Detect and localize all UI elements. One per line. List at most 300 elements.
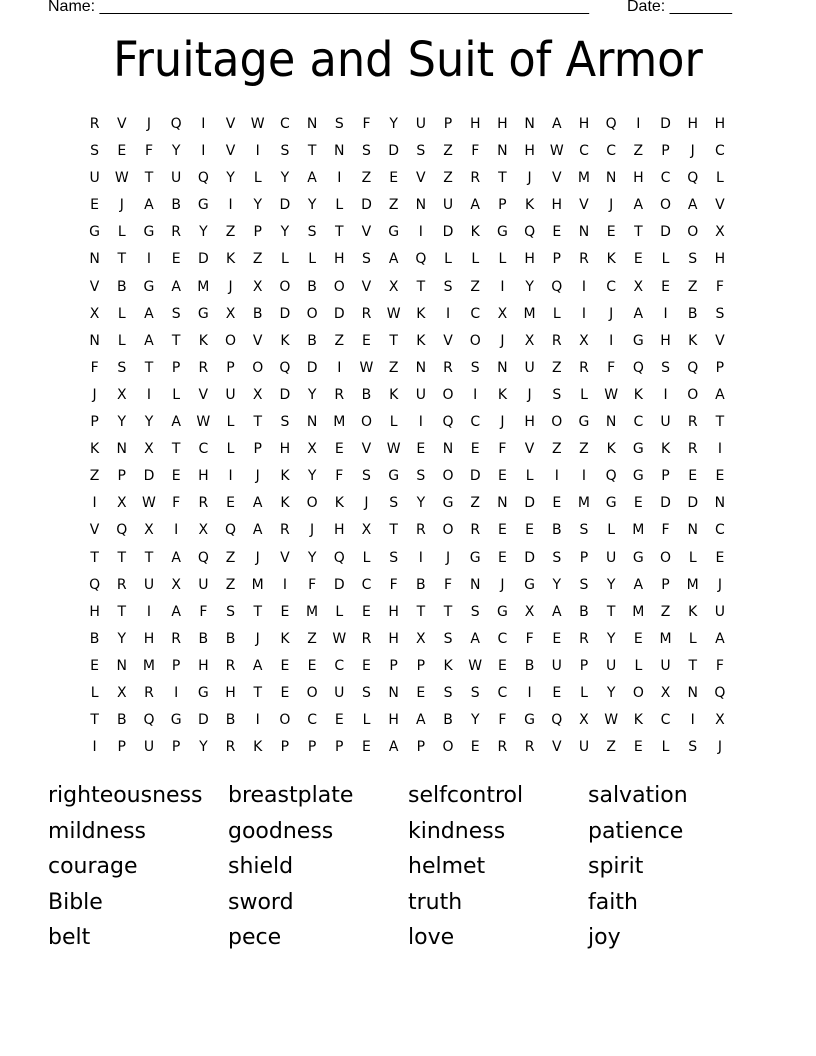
grid-letter[interactable]: B xyxy=(171,197,181,214)
grid-letter[interactable]: X xyxy=(89,305,100,322)
grid-letter[interactable]: B xyxy=(252,305,263,322)
grid-letter[interactable]: Y xyxy=(253,197,262,214)
grid-letter[interactable]: L xyxy=(580,684,588,701)
grid-letter[interactable]: B xyxy=(687,305,698,322)
grid-letter[interactable]: K xyxy=(606,441,616,458)
grid-letter[interactable]: S xyxy=(470,684,480,701)
grid-letter[interactable]: M xyxy=(333,414,346,431)
grid-letter[interactable]: K xyxy=(280,468,290,485)
grid-letter[interactable]: S xyxy=(470,603,480,620)
grid-letter[interactable]: S xyxy=(362,468,371,485)
grid-letter[interactable]: N xyxy=(524,116,535,132)
grid-letter[interactable]: Z xyxy=(470,278,481,295)
grid-letter[interactable]: H xyxy=(198,468,209,485)
grid-letter[interactable]: Y xyxy=(389,116,398,132)
grid-letter[interactable]: F xyxy=(444,576,453,593)
grid-letter[interactable]: I xyxy=(337,170,342,187)
grid-letter[interactable]: Q xyxy=(170,116,182,132)
grid-letter[interactable]: T xyxy=(335,224,344,241)
grid-letter[interactable]: G xyxy=(496,603,508,620)
grid-letter[interactable]: N xyxy=(605,170,617,187)
grid-letter[interactable]: Y xyxy=(606,576,616,593)
grid-letter[interactable]: F xyxy=(661,522,670,539)
grid-letter[interactable]: P xyxy=(307,739,317,756)
grid-letter[interactable]: G xyxy=(388,468,400,485)
grid-letter[interactable]: B xyxy=(524,657,535,674)
grid-letter[interactable]: O xyxy=(660,549,672,566)
grid-letter[interactable]: W xyxy=(142,495,156,512)
grid-letter[interactable]: J xyxy=(146,116,152,132)
grid-letter[interactable]: L xyxy=(281,251,289,268)
grid-letter[interactable]: S xyxy=(552,549,562,566)
grid-letter[interactable]: R xyxy=(198,359,209,376)
grid-letter[interactable]: B xyxy=(416,576,426,593)
grid-letter[interactable]: Z xyxy=(443,170,453,187)
grid-letter[interactable]: A xyxy=(171,414,181,431)
grid-letter[interactable]: T xyxy=(416,603,426,620)
grid-letter[interactable]: R xyxy=(116,576,127,593)
grid-letter[interactable]: P xyxy=(661,468,670,485)
grid-letter[interactable]: G xyxy=(469,549,481,566)
grid-letter[interactable]: C xyxy=(334,657,345,674)
grid-letter[interactable]: E xyxy=(389,170,399,187)
grid-letter[interactable]: I xyxy=(500,278,505,295)
grid-letter[interactable]: U xyxy=(578,739,590,756)
grid-letter[interactable]: Z xyxy=(252,251,263,268)
grid-letter[interactable]: B xyxy=(225,630,236,647)
grid-letter[interactable]: U xyxy=(606,657,617,674)
grid-letter[interactable]: N xyxy=(415,359,427,376)
grid-letter[interactable]: D xyxy=(197,712,209,729)
grid-letter[interactable]: S xyxy=(661,359,670,376)
grid-letter[interactable]: E xyxy=(497,549,507,566)
grid-letter[interactable]: Q xyxy=(442,414,454,431)
grid-letter[interactable]: K xyxy=(90,441,100,458)
grid-letter[interactable]: L xyxy=(661,739,670,756)
grid-letter[interactable]: R xyxy=(551,332,562,349)
grid-letter[interactable]: I xyxy=(636,116,641,132)
grid-letter[interactable]: Y xyxy=(307,468,317,485)
grid-letter[interactable]: S xyxy=(389,549,399,566)
grid-letter[interactable]: A xyxy=(144,197,154,214)
grid-letter[interactable]: Z xyxy=(225,576,236,593)
grid-letter[interactable]: V xyxy=(715,332,725,349)
grid-letter[interactable]: Q xyxy=(605,116,617,132)
grid-letter[interactable]: W xyxy=(359,359,374,376)
grid-letter[interactable]: O xyxy=(442,468,454,485)
grid-letter[interactable]: L xyxy=(90,684,99,701)
grid-letter[interactable]: X xyxy=(116,495,127,512)
grid-letter[interactable]: L xyxy=(172,386,181,403)
grid-letter[interactable]: E xyxy=(606,224,616,241)
grid-letter[interactable]: A xyxy=(470,630,480,647)
grid-letter[interactable]: X xyxy=(252,278,263,295)
grid-letter[interactable]: P xyxy=(253,224,262,241)
grid-letter[interactable]: V xyxy=(551,739,562,756)
grid-letter[interactable]: E xyxy=(280,657,290,674)
grid-letter[interactable]: G xyxy=(524,576,536,593)
grid-letter[interactable]: G xyxy=(496,224,508,241)
grid-letter[interactable]: J xyxy=(500,576,505,593)
grid-letter[interactable]: L xyxy=(525,468,534,485)
grid-letter[interactable]: L xyxy=(253,170,262,187)
grid-letter[interactable]: S xyxy=(470,359,480,376)
grid-letter[interactable]: G xyxy=(143,224,155,241)
grid-letter[interactable]: P xyxy=(253,441,262,458)
grid-letter[interactable]: Y xyxy=(199,739,208,756)
grid-letter[interactable]: T xyxy=(144,359,154,376)
grid-letter[interactable]: K xyxy=(334,495,344,512)
grid-letter[interactable]: I xyxy=(174,684,179,701)
grid-letter[interactable]: G xyxy=(170,712,182,729)
grid-letter[interactable]: I xyxy=(255,712,260,729)
grid-letter[interactable]: P xyxy=(226,359,235,376)
grid-letter[interactable]: J xyxy=(690,143,695,160)
grid-letter[interactable]: P xyxy=(579,657,589,674)
grid-letter[interactable]: R xyxy=(89,116,100,132)
grid-letter[interactable]: N xyxy=(497,143,508,160)
grid-letter[interactable]: E xyxy=(688,468,698,485)
grid-letter[interactable]: Q xyxy=(415,251,427,268)
grid-letter[interactable]: C xyxy=(307,712,317,729)
grid-letter[interactable]: E xyxy=(117,143,127,160)
grid-letter[interactable]: G xyxy=(632,549,644,566)
grid-letter[interactable]: P xyxy=(280,739,290,756)
grid-letter[interactable]: I xyxy=(92,495,97,512)
grid-letter[interactable]: Y xyxy=(280,224,290,241)
grid-letter[interactable]: Y xyxy=(226,170,235,187)
grid-letter[interactable]: X xyxy=(715,224,725,241)
grid-letter[interactable]: H xyxy=(551,197,563,214)
grid-letter[interactable]: H xyxy=(578,116,590,132)
grid-letter[interactable]: H xyxy=(633,170,644,187)
grid-letter[interactable]: L xyxy=(117,224,126,241)
grid-letter[interactable]: E xyxy=(90,197,100,214)
grid-letter[interactable]: O xyxy=(225,332,237,349)
grid-letter[interactable]: N xyxy=(89,251,100,268)
grid-letter[interactable]: Z xyxy=(579,441,589,458)
grid-letter[interactable]: I xyxy=(581,468,587,485)
grid-letter[interactable]: K xyxy=(225,251,236,268)
grid-letter[interactable]: E xyxy=(497,468,507,485)
grid-letter[interactable]: V xyxy=(551,170,562,187)
grid-letter[interactable]: Z xyxy=(443,143,453,160)
grid-letter[interactable]: T xyxy=(117,549,127,566)
grid-letter[interactable]: R xyxy=(470,522,481,539)
grid-letter[interactable]: B xyxy=(551,522,562,539)
grid-letter[interactable]: L xyxy=(498,251,507,268)
grid-letter[interactable]: R xyxy=(171,630,182,647)
grid-letter[interactable]: X xyxy=(388,278,399,295)
grid-letter[interactable]: N xyxy=(687,522,698,539)
grid-letter[interactable]: J xyxy=(717,576,722,593)
grid-letter[interactable]: L xyxy=(117,305,126,322)
grid-letter[interactable]: K xyxy=(253,739,263,756)
grid-letter[interactable]: V xyxy=(116,116,127,132)
grid-letter[interactable]: X xyxy=(497,305,508,322)
grid-letter[interactable]: R xyxy=(361,630,372,647)
grid-letter[interactable]: F xyxy=(498,712,507,729)
grid-letter[interactable]: K xyxy=(660,441,671,458)
grid-letter[interactable]: A xyxy=(171,603,181,620)
grid-letter[interactable]: T xyxy=(144,549,154,566)
grid-letter[interactable]: N xyxy=(116,441,128,458)
grid-letter[interactable]: J xyxy=(255,549,260,566)
grid-letter[interactable]: V xyxy=(89,278,100,295)
grid-letter[interactable]: C xyxy=(497,630,508,647)
grid-letter[interactable]: E xyxy=(280,684,290,701)
grid-letter[interactable]: F xyxy=(471,143,480,160)
grid-letter[interactable]: B xyxy=(361,386,372,403)
grid-letter[interactable]: H xyxy=(524,414,535,431)
grid-letter[interactable]: E xyxy=(525,522,535,539)
grid-letter[interactable]: F xyxy=(607,359,616,376)
grid-letter[interactable]: K xyxy=(688,332,698,349)
grid-letter[interactable]: J xyxy=(119,197,124,214)
grid-letter[interactable]: A xyxy=(388,251,399,268)
grid-letter[interactable]: K xyxy=(470,224,480,241)
grid-letter[interactable]: U xyxy=(442,197,454,214)
grid-letter[interactable]: A xyxy=(252,522,263,539)
grid-letter[interactable]: F xyxy=(715,657,724,674)
grid-letter[interactable]: E xyxy=(171,468,181,485)
grid-letter[interactable]: E xyxy=(334,441,344,458)
grid-letter[interactable]: H xyxy=(660,332,671,349)
grid-letter[interactable]: U xyxy=(551,657,562,674)
grid-letter[interactable]: J xyxy=(500,332,505,349)
grid-letter[interactable]: A xyxy=(551,603,562,620)
grid-letter[interactable]: O xyxy=(360,414,372,431)
grid-letter[interactable]: H xyxy=(143,630,155,647)
grid-letter[interactable]: S xyxy=(171,305,181,322)
grid-letter[interactable]: Q xyxy=(551,712,563,729)
grid-letter[interactable]: S xyxy=(552,386,562,403)
grid-letter[interactable]: Z xyxy=(606,739,616,756)
grid-letter[interactable]: A xyxy=(633,197,644,214)
grid-letter[interactable]: R xyxy=(579,251,589,268)
grid-letter[interactable]: R xyxy=(280,522,290,539)
grid-letter[interactable]: C xyxy=(361,576,372,593)
grid-letter[interactable]: Z xyxy=(307,630,317,647)
grid-letter[interactable]: M xyxy=(142,657,156,674)
grid-letter[interactable]: Z xyxy=(361,170,372,187)
grid-letter[interactable]: V xyxy=(361,278,372,295)
grid-letter[interactable]: Q xyxy=(197,549,209,566)
grid-letter[interactable]: N xyxy=(415,197,427,214)
grid-letter[interactable]: E xyxy=(171,251,181,268)
grid-letter[interactable]: K xyxy=(280,495,290,512)
grid-letter[interactable]: I xyxy=(174,522,179,539)
grid-letter[interactable]: C xyxy=(497,684,508,701)
grid-letter[interactable]: V xyxy=(280,549,290,566)
grid-letter[interactable]: W xyxy=(250,116,265,132)
grid-letter[interactable]: L xyxy=(661,251,670,268)
grid-letter[interactable]: S xyxy=(280,143,290,160)
grid-letter[interactable]: H xyxy=(524,143,535,160)
grid-letter[interactable]: U xyxy=(415,386,426,403)
grid-letter[interactable]: L xyxy=(226,414,235,431)
grid-letter[interactable]: L xyxy=(634,657,643,674)
grid-letter[interactable]: N xyxy=(605,414,617,431)
grid-letter[interactable]: E xyxy=(552,630,562,647)
grid-letter[interactable]: E xyxy=(362,332,371,349)
grid-letter[interactable]: J xyxy=(255,468,260,485)
grid-letter[interactable]: Z xyxy=(551,441,562,458)
grid-letter[interactable]: T xyxy=(606,603,616,620)
grid-letter[interactable]: J xyxy=(500,414,505,431)
grid-letter[interactable]: R xyxy=(687,414,698,431)
grid-letter[interactable]: F xyxy=(199,603,208,620)
grid-letter[interactable]: U xyxy=(334,684,345,701)
grid-letter[interactable]: A xyxy=(687,197,698,214)
grid-letter[interactable]: X xyxy=(633,278,644,295)
grid-letter[interactable]: J xyxy=(364,495,369,512)
grid-letter[interactable]: A xyxy=(388,739,399,756)
grid-letter[interactable]: J xyxy=(255,630,260,647)
grid-letter[interactable]: Z xyxy=(660,603,671,620)
grid-letter[interactable]: A xyxy=(551,116,562,132)
grid-letter[interactable]: R xyxy=(198,495,209,512)
grid-letter[interactable]: J xyxy=(527,170,532,187)
grid-letter[interactable]: L xyxy=(362,712,371,729)
grid-letter[interactable]: U xyxy=(524,359,535,376)
grid-letter[interactable]: K xyxy=(389,386,399,403)
grid-letter[interactable]: I xyxy=(146,251,152,268)
grid-letter[interactable]: U xyxy=(415,116,426,132)
grid-letter[interactable]: H xyxy=(714,251,726,268)
grid-letter[interactable]: U xyxy=(143,576,155,593)
grid-letter[interactable]: T xyxy=(117,603,127,620)
grid-letter[interactable]: M xyxy=(251,576,264,593)
grid-letter[interactable]: P xyxy=(117,468,126,485)
grid-letter[interactable]: R xyxy=(361,305,372,322)
grid-letter[interactable]: V xyxy=(715,197,725,214)
grid-letter[interactable]: Z xyxy=(225,224,236,241)
grid-letter[interactable]: J xyxy=(609,305,614,322)
grid-letter[interactable]: L xyxy=(335,197,344,214)
grid-letter[interactable]: W xyxy=(332,630,347,647)
grid-letter[interactable]: L xyxy=(308,251,316,268)
grid-letter[interactable]: A xyxy=(633,576,644,593)
grid-letter[interactable]: S xyxy=(280,414,290,431)
grid-letter[interactable]: P xyxy=(90,414,99,431)
grid-letter[interactable]: I xyxy=(418,224,423,241)
grid-letter[interactable]: K xyxy=(416,305,426,322)
grid-letter[interactable]: I xyxy=(473,386,478,403)
grid-letter[interactable]: G xyxy=(197,684,209,701)
grid-letter[interactable]: X xyxy=(715,712,725,729)
grid-letter[interactable]: S xyxy=(362,684,371,701)
grid-letter[interactable]: M xyxy=(686,576,699,593)
grid-letter[interactable]: O xyxy=(687,224,699,241)
grid-letter[interactable]: K xyxy=(688,603,698,620)
grid-letter[interactable]: I xyxy=(581,278,587,295)
grid-letter[interactable]: J xyxy=(92,386,97,403)
grid-letter[interactable]: N xyxy=(334,143,345,160)
grid-letter[interactable]: A xyxy=(715,386,725,403)
grid-letter[interactable]: T xyxy=(443,603,453,620)
grid-letter[interactable]: M xyxy=(197,278,210,295)
grid-letter[interactable]: C xyxy=(606,143,617,160)
grid-letter[interactable]: K xyxy=(443,657,453,674)
grid-letter[interactable]: G xyxy=(632,441,644,458)
grid-letter[interactable]: F xyxy=(389,576,398,593)
grid-letter[interactable]: S xyxy=(443,630,453,647)
grid-letter[interactable]: V xyxy=(361,224,372,241)
grid-letter[interactable]: O xyxy=(252,359,264,376)
grid-letter[interactable]: N xyxy=(578,224,590,241)
grid-letter[interactable]: T xyxy=(253,603,262,620)
grid-letter[interactable]: G xyxy=(605,495,617,512)
grid-letter[interactable]: H xyxy=(225,684,236,701)
grid-letter[interactable]: Y xyxy=(470,712,480,729)
grid-letter[interactable]: P xyxy=(579,549,589,566)
grid-letter[interactable]: X xyxy=(144,522,154,539)
grid-letter[interactable]: H xyxy=(388,603,399,620)
grid-letter[interactable]: D xyxy=(333,305,345,322)
grid-letter[interactable]: D xyxy=(279,197,291,214)
grid-letter[interactable]: U xyxy=(225,386,236,403)
grid-letter[interactable]: F xyxy=(362,116,371,132)
grid-letter[interactable]: U xyxy=(714,603,726,620)
grid-letter[interactable]: X xyxy=(524,603,535,620)
grid-letter[interactable]: S xyxy=(579,522,589,539)
grid-letter[interactable]: H xyxy=(714,116,726,132)
grid-letter[interactable]: T xyxy=(90,549,99,566)
grid-letter[interactable]: X xyxy=(524,332,535,349)
grid-letter[interactable]: O xyxy=(279,278,291,295)
grid-letter[interactable]: I xyxy=(228,197,233,214)
grid-letter[interactable]: F xyxy=(172,495,181,512)
grid-letter[interactable]: L xyxy=(226,441,235,458)
grid-letter[interactable]: E xyxy=(552,224,562,241)
grid-letter[interactable]: Y xyxy=(117,414,127,431)
grid-letter[interactable]: Y xyxy=(144,414,154,431)
grid-letter[interactable]: D xyxy=(469,468,481,485)
grid-letter[interactable]: S xyxy=(334,116,344,132)
grid-letter[interactable]: G xyxy=(197,197,209,214)
grid-letter[interactable]: Q xyxy=(279,359,291,376)
grid-letter[interactable]: R xyxy=(334,386,345,403)
grid-letter[interactable]: H xyxy=(469,116,481,132)
grid-letter[interactable]: V xyxy=(252,332,263,349)
grid-letter[interactable]: I xyxy=(609,332,614,349)
grid-letter[interactable]: W xyxy=(196,414,211,431)
grid-letter[interactable]: U xyxy=(143,739,155,756)
grid-letter[interactable]: S xyxy=(579,576,589,593)
grid-letter[interactable]: A xyxy=(715,630,725,647)
grid-letter[interactable]: T xyxy=(715,414,725,431)
grid-letter[interactable]: C xyxy=(470,414,481,431)
grid-letter[interactable]: E xyxy=(470,739,480,756)
grid-letter[interactable]: M xyxy=(523,305,536,322)
grid-letter[interactable]: H xyxy=(497,116,508,132)
grid-letter[interactable]: T xyxy=(253,414,262,431)
grid-letter[interactable]: I xyxy=(527,684,532,701)
grid-letter[interactable]: H xyxy=(388,630,399,647)
grid-letter[interactable]: J xyxy=(445,549,451,566)
grid-letter[interactable]: B xyxy=(198,630,209,647)
grid-letter[interactable]: A xyxy=(252,657,263,674)
grid-letter[interactable]: H xyxy=(388,712,399,729)
grid-letter[interactable]: I xyxy=(717,441,722,458)
grid-letter[interactable]: U xyxy=(171,170,182,187)
grid-letter[interactable]: S xyxy=(416,468,426,485)
grid-letter[interactable]: Z xyxy=(334,332,345,349)
grid-letter[interactable]: O xyxy=(279,712,291,729)
grid-letter[interactable]: R xyxy=(497,739,508,756)
grid-letter[interactable]: U xyxy=(606,549,617,566)
